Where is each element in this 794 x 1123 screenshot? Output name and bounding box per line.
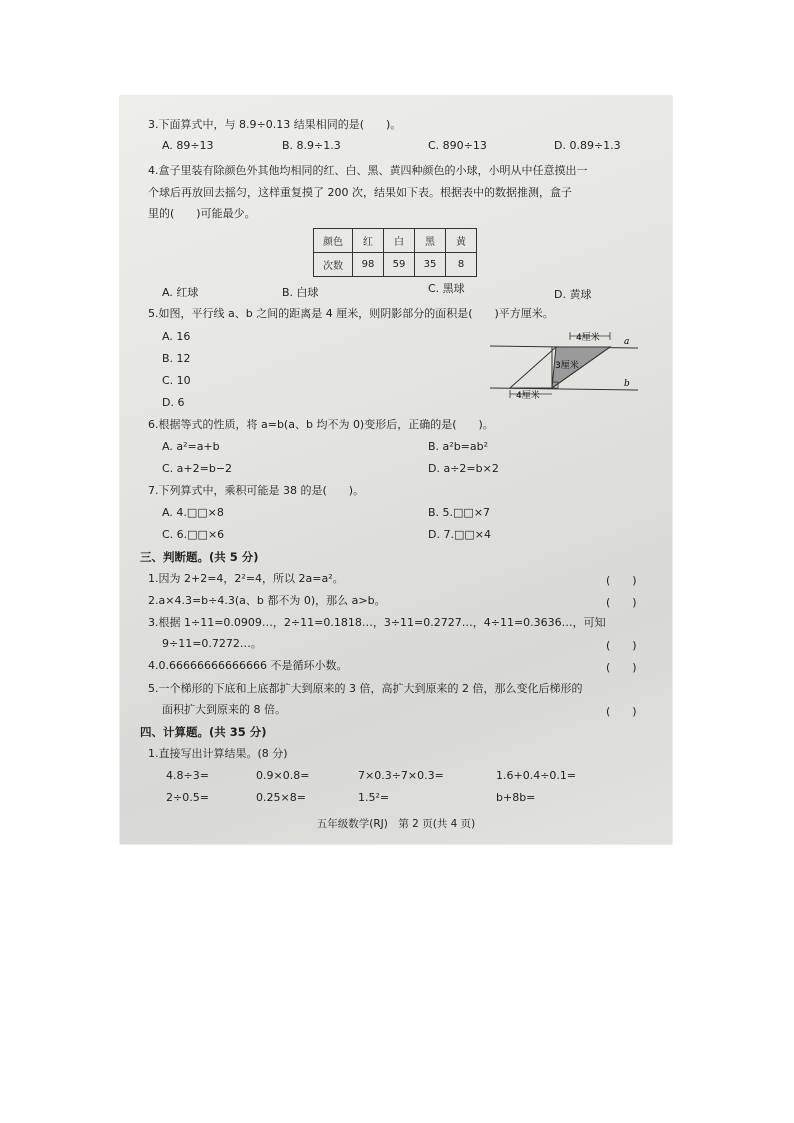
table-row	[314, 253, 477, 277]
label-a: a	[624, 337, 630, 347]
q3-option-a: A. 89÷13	[162, 139, 214, 152]
table-cell: 黑	[415, 229, 446, 253]
table-row	[314, 229, 477, 253]
q6-option-d: D. a÷2=b×2	[428, 462, 499, 475]
calc-item: b+8b=	[496, 791, 536, 804]
exam-page	[120, 96, 672, 844]
table-cell: 颜色	[314, 229, 353, 253]
q5-stem: 5.如图，平行线 a、b 之间的距离是 4 厘米，则阴影部分的面积是( )平方厘米。	[148, 307, 554, 320]
q5-option-d: D. 6	[162, 396, 185, 409]
q4-count-table	[313, 228, 477, 277]
calc-item: 1.6+0.4÷0.1=	[496, 769, 577, 782]
section4-heading: 四、计算题。(共 35 分)	[140, 725, 267, 739]
table-cell: 红	[353, 229, 384, 253]
judge-item-5-line-1: 5.一个梯形的下底和上底都扩大到原来的 3 倍，高扩大到原来的 2 倍，那么变化后梯形的	[148, 682, 583, 695]
q6-stem: 6.根据等式的性质，将 a=b(a、b 均不为 0)变形后，正确的是( )。	[148, 418, 494, 431]
q6-option-b: B. a²b=ab²	[428, 440, 489, 453]
judge-answer-paren: ( )	[606, 639, 637, 652]
calc-item: 0.9×0.8=	[256, 769, 310, 782]
table-cell: 59	[384, 253, 415, 277]
page-footer: 五年级数学(RJ) 第 2 页(共 4 页)	[316, 818, 476, 830]
q5-option-b: B. 12	[162, 352, 191, 365]
bottom-label: 4厘米	[516, 391, 540, 401]
q5-option-c: C. 10	[162, 374, 191, 387]
q4-option-b: B. 白球	[282, 286, 319, 299]
parallelogram-figure	[488, 332, 640, 406]
q4-line-1: 4.盒子里装有除颜色外其他均相同的红、白、黑、黄四种颜色的小球，小明从中任意摸出一	[148, 164, 588, 177]
judge-item-5-line-2: 面积扩大到原来的 8 倍。	[162, 703, 286, 716]
calc-item: 2÷0.5=	[166, 791, 209, 804]
judge-answer-paren: ( )	[606, 661, 637, 674]
top-label: 4厘米	[576, 333, 600, 343]
q4-line-3: 里的( )可能最少。	[148, 207, 256, 220]
q4-option-d: D. 黄球	[554, 288, 592, 301]
judge-item-3-line-1: 3.根据 1÷11=0.0909…，2÷11=0.1818…，3÷11=0.2727…，4÷11=0.3636…，可知	[148, 616, 606, 629]
judge-item-3-line-2: 9÷11=0.7272…。	[162, 637, 262, 650]
q7-option-c: C. 6.□□×6	[162, 528, 225, 541]
q4-option-c: C. 黑球	[428, 282, 465, 295]
table-cell: 次数	[314, 253, 353, 277]
judge-answer-paren: ( )	[606, 705, 637, 718]
judge-item-2: 2.a×4.3=b÷4.3(a、b 都不为 0)，那么 a>b。	[148, 594, 386, 607]
height-label: 3厘米	[555, 361, 579, 371]
calc-item: 7×0.3÷7×0.3=	[358, 769, 444, 782]
q7-option-d: D. 7.□□×4	[428, 528, 491, 541]
judge-item-4: 4.0.66666666666666 不是循环小数。	[148, 659, 348, 672]
label-b: b	[624, 379, 630, 389]
judge-answer-paren: ( )	[606, 574, 637, 587]
section3-heading: 三、判断题。(共 5 分)	[140, 550, 259, 564]
q5-option-a: A. 16	[162, 330, 191, 343]
calc-item: 0.25×8=	[256, 791, 306, 804]
q7-option-b: B. 5.□□×7	[428, 506, 491, 519]
q7-stem: 7.下列算式中，乘积可能是 38 的是( )。	[148, 484, 365, 497]
q3-option-b: B. 8.9÷1.3	[282, 139, 341, 152]
calc-item: 1.5²=	[358, 791, 390, 804]
q4-option-a: A. 红球	[162, 286, 199, 299]
calc-sub-heading: 1.直接写出计算结果。(8 分)	[148, 747, 288, 760]
table-cell: 黄	[446, 229, 477, 253]
q3-option-c: C. 890÷13	[428, 139, 487, 152]
q3-stem: 3.下面算式中，与 8.9÷0.13 结果相同的是( )。	[148, 118, 402, 131]
table-cell: 35	[415, 253, 446, 277]
q6-option-c: C. a+2=b−2	[162, 462, 233, 475]
table-cell: 白	[384, 229, 415, 253]
q7-option-a: A. 4.□□×8	[162, 506, 224, 519]
q6-option-a: A. a²=a+b	[162, 440, 220, 453]
judge-answer-paren: ( )	[606, 596, 637, 609]
q3-option-d: D. 0.89÷1.3	[554, 139, 621, 152]
q4-line-2: 个球后再放回去摇匀，这样重复摸了 200 次，结果如下表。根据表中的数据推测，盒子	[148, 186, 572, 199]
table-cell: 8	[446, 253, 477, 277]
calc-item: 4.8÷3=	[166, 769, 209, 782]
judge-item-1: 1.因为 2+2=4，2²=4，所以 2a=a²。	[148, 572, 344, 585]
table-cell: 98	[353, 253, 384, 277]
